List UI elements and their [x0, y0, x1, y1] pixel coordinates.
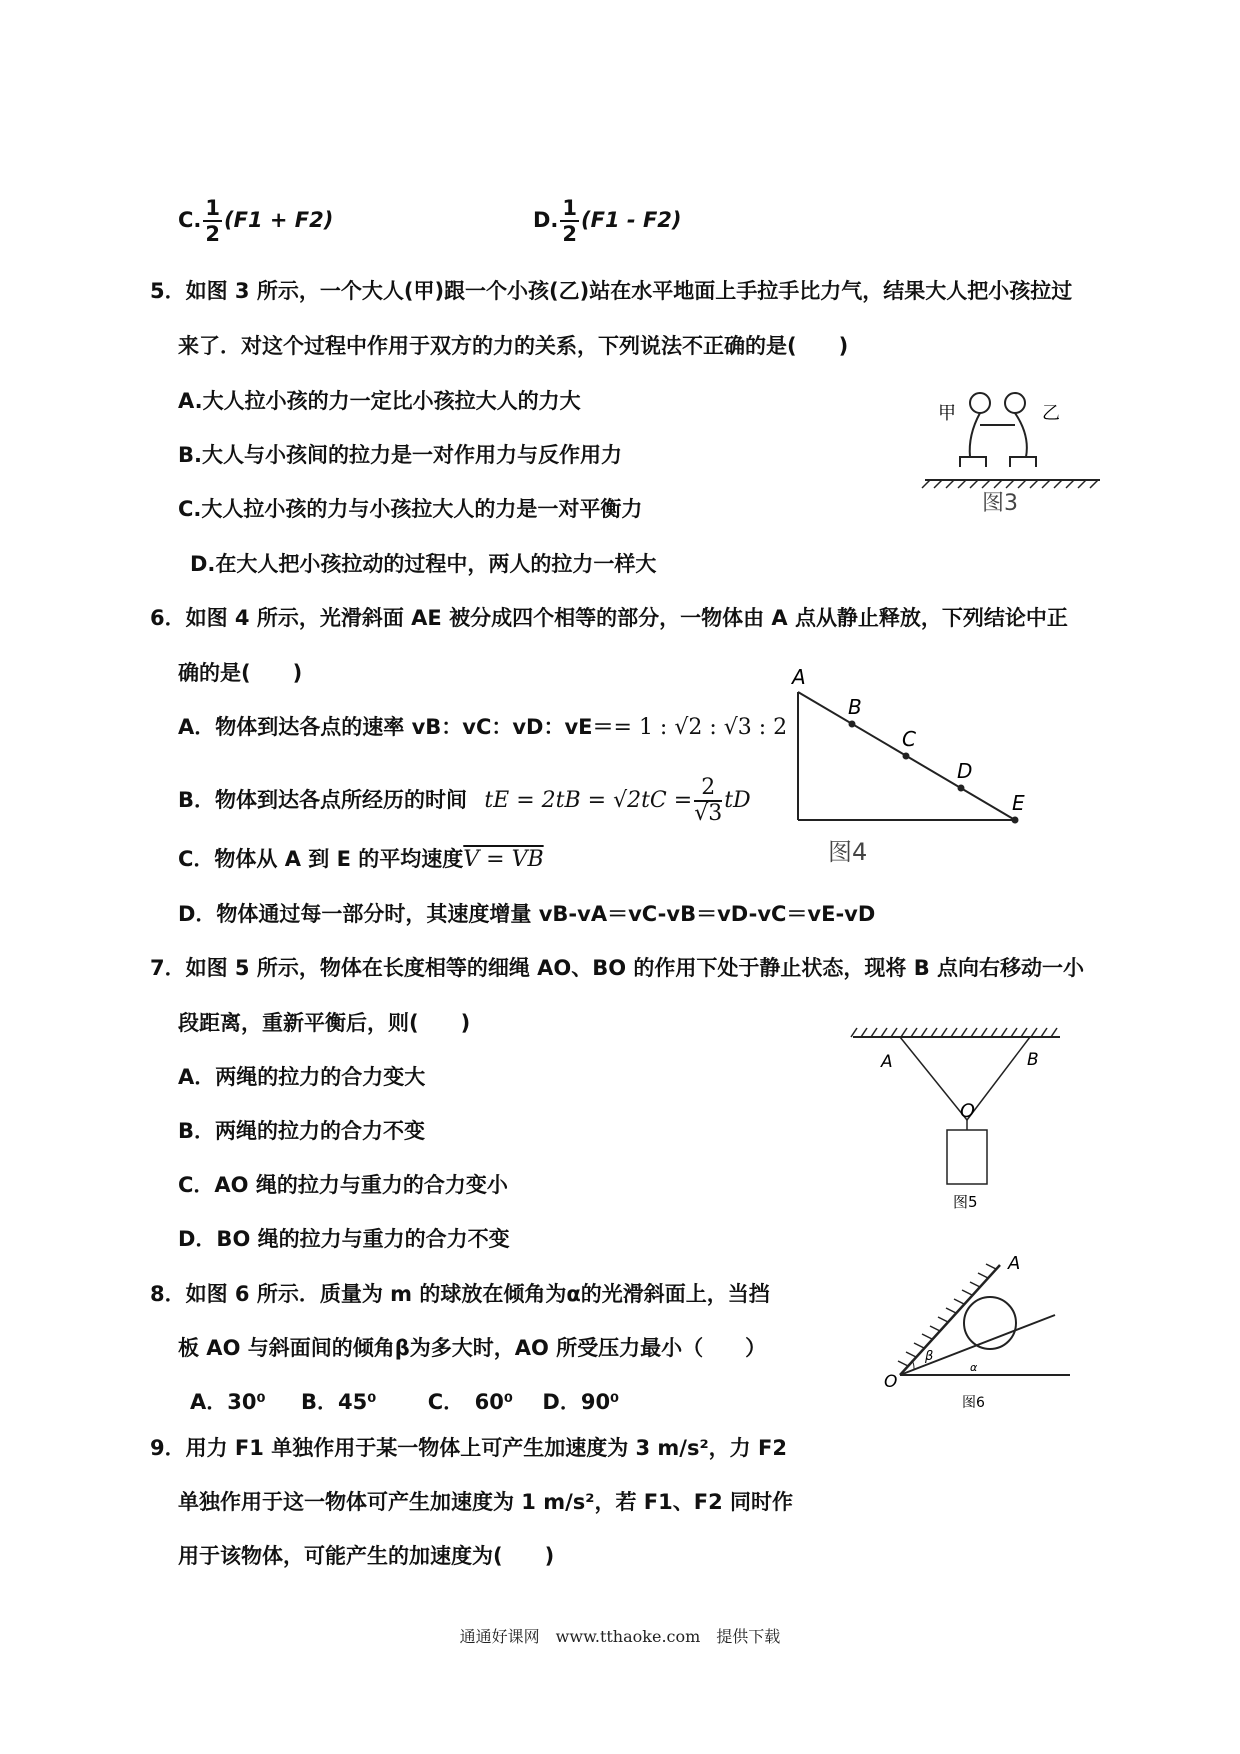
fig6-label-alpha: α	[970, 1361, 978, 1374]
q6-b-text: B．物体到达各点所经历的时间	[178, 788, 468, 812]
q9-line3: 用于该物体，可能产生的加速度为( )	[178, 1544, 555, 1568]
q8-option-c: C． 60⁰	[427, 1390, 514, 1414]
q6-b-tail: tD	[724, 788, 751, 813]
q4-c-expr: (F1 + F2)	[224, 208, 334, 232]
page-footer: 通通好课网 www.tthaoke.com 提供下载	[459, 1627, 781, 1646]
fig4-label-b: B	[848, 695, 862, 719]
q6-option-a	[178, 713, 787, 742]
fig5-caption: 图5	[953, 1193, 978, 1211]
q7-option-c: C．AO 绳的拉力与重力的合力变小	[178, 1173, 508, 1197]
q5-option-d: D.在大人把小孩拉动的过程中，两人的拉力一样大	[190, 552, 657, 576]
q8-option-b: B．45⁰	[301, 1390, 377, 1414]
fig6-caption: 图6	[962, 1395, 985, 1411]
fig5-label-b: B	[1027, 1050, 1039, 1070]
q6-option-c	[178, 845, 544, 874]
fig4-label-a: A	[792, 665, 806, 689]
q6-line2: 确的是( )	[178, 661, 303, 685]
fig5-label-o: O	[960, 1100, 975, 1122]
q7-option-b: B．两绳的拉力的合力不变	[178, 1119, 426, 1143]
fig6-label-a: A	[1008, 1253, 1021, 1274]
figure-6	[870, 1245, 1085, 1420]
figure-3	[920, 385, 1125, 520]
fig4-label-d: D	[957, 759, 973, 783]
q4-option-d	[533, 196, 682, 246]
q5-line1: 5．如图 3 所示，一个大人(甲)跟一个小孩(乙)站在水平地面上手拉手比力气，结果大人把小孩拉过	[150, 279, 1073, 303]
fig3-caption: 图3	[982, 491, 1018, 516]
fig3-label-jia: 甲	[938, 403, 956, 424]
q6-option-b	[178, 776, 751, 826]
q5-line2: 来了．对这个过程中作用于双方的力的关系，下列说法不正确的是( )	[178, 334, 849, 358]
fig4-label-e: E	[1012, 791, 1025, 815]
q6-b-frac-num: 2	[694, 776, 722, 802]
q5-option-c: C.大人拉小孩的力与小孩拉大人的力是一对平衡力	[178, 497, 643, 521]
fig4-caption: 图4	[828, 838, 868, 866]
q6-b-frac-den: √3	[694, 801, 723, 826]
q4-d-num: 1	[562, 196, 578, 220]
fig3-label-yi: 乙	[1042, 403, 1060, 424]
q4-c-den: 2	[205, 222, 221, 246]
q6-c-text: C．物体从 A 到 E 的平均速度	[178, 847, 464, 871]
q5-option-b: B.大人与小孩间的拉力是一对作用力与反作用力	[178, 443, 622, 467]
q6-a-text: A．物体到达各点的速率 vB：vC：vD：vE＝	[178, 715, 614, 739]
q6-b-fraction	[694, 776, 722, 826]
q6-b-math: tE = 2tB = √2tC =	[484, 788, 693, 813]
figure-4	[780, 662, 1050, 867]
q4-d-expr: (F1 - F2)	[581, 208, 682, 232]
q6-line1: 6．如图 4 所示，光滑斜面 AE 被分成四个相等的部分，一物体由 A 点从静止释放，下列结论中正	[150, 606, 1068, 630]
q6-a-math: = 1 : √2 : √3 : 2	[613, 715, 788, 740]
q4-c-fraction	[203, 196, 222, 246]
q6-option-d: D．物体通过每一部分时，其速度增量 vB-vA＝vC-vB＝vD-vC＝vE-vD	[178, 902, 876, 926]
q9-line2: 单独作用于这一物体可产生加速度为 1 m/s²，若 F1、F2 同时作	[178, 1490, 794, 1514]
q9-line1: 9．用力 F1 单独作用于某一物体上可产生加速度为 3 m/s²，力 F2	[150, 1436, 787, 1460]
q8-option-a: A．30⁰	[190, 1390, 266, 1414]
q6-c-math: V = VB	[463, 847, 544, 872]
fig4-label-c: C	[902, 727, 916, 751]
q7-line2: 段距离，重新平衡后，则( )	[178, 1011, 471, 1035]
q8-line2: 板 AO 与斜面间的倾角β为多大时，AO 所受压力最小（ ）	[178, 1336, 767, 1360]
q7-line1: 7．如图 5 所示，物体在长度相等的细绳 AO、BO 的作用下处于静止状态，现将 B 点向右移动一小	[150, 956, 1085, 980]
q4-d-den: 2	[562, 222, 578, 246]
q8-line1: 8．如图 6 所示．质量为 m 的球放在倾角为α的光滑斜面上，当挡	[150, 1282, 770, 1306]
q4-c-prefix: C.	[178, 208, 202, 232]
fig5-label-a: A	[881, 1052, 893, 1072]
q7-option-a: A．两绳的拉力的合力变大	[178, 1065, 426, 1089]
q5-option-a: A.大人拉小孩的力一定比小孩拉大人的力大	[178, 389, 581, 413]
fig6-label-o: O	[884, 1372, 898, 1392]
q4-d-fraction	[560, 196, 579, 246]
q8-option-d: D．90⁰	[542, 1390, 620, 1414]
q7-option-d: D．BO 绳的拉力与重力的合力不变	[178, 1227, 510, 1251]
q4-c-num: 1	[205, 196, 221, 220]
fig6-label-beta: β	[925, 1349, 934, 1364]
q4-option-c	[178, 196, 333, 246]
figure-5	[845, 1025, 1070, 1215]
q8-options	[190, 1388, 619, 1416]
q4-d-prefix: D.	[533, 208, 559, 232]
